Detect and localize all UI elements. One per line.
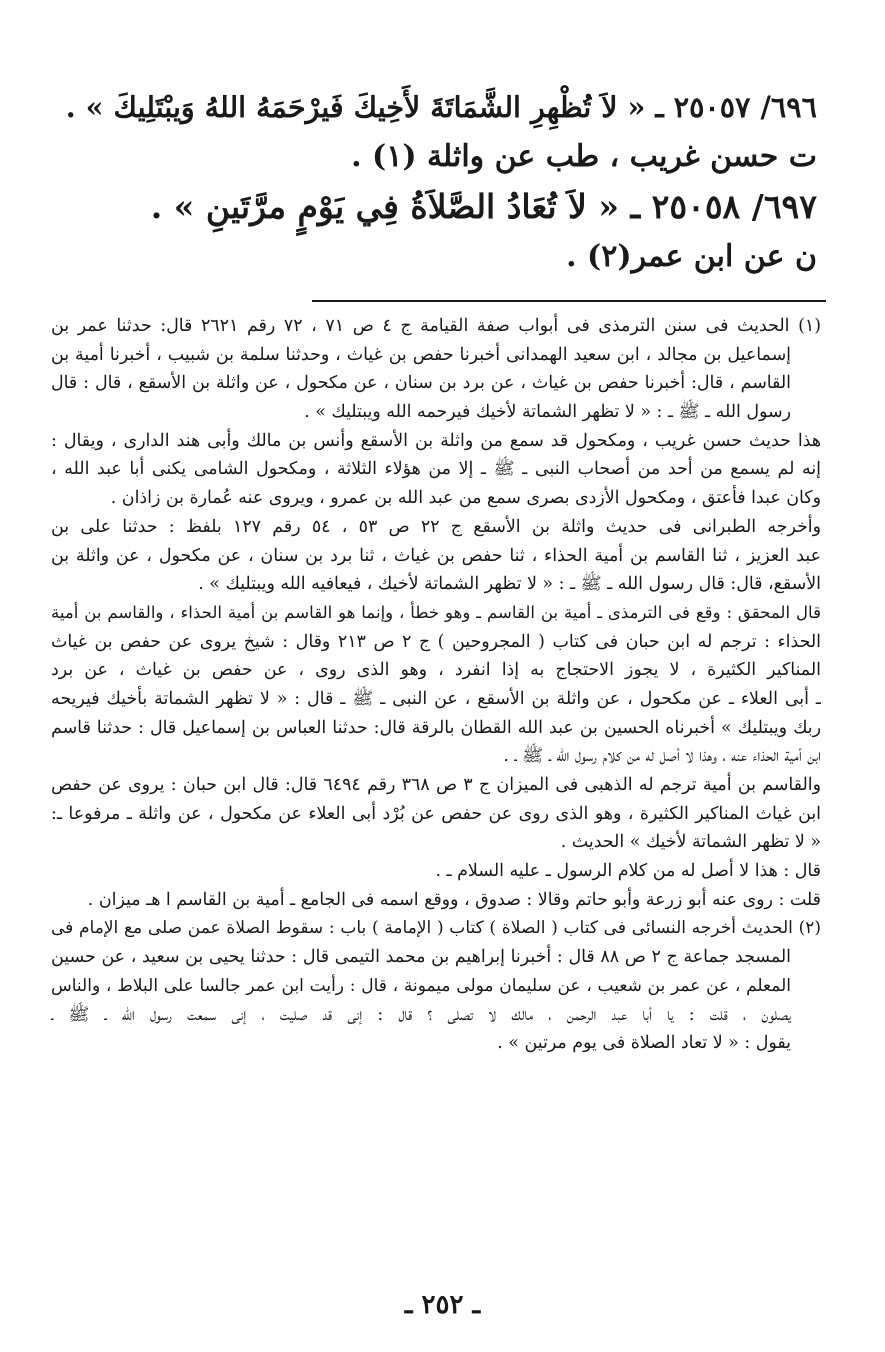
page-number: ـ ٢٥٢ ـ (404, 1290, 481, 1320)
footnote-line: المعلم ، عن عمر بن شعيب ، عن سليمان مولى ميمونة ، قال : رأيت ابن عمر جالسا على البلاط ، والناس (51, 975, 791, 996)
footnote-line: ابن أمية الحذاء عنه ، وهذا لا أصل له من كلام رسول الله ـ ﷺ ـ . (503, 746, 821, 767)
footnote-line: المناكير الكثيرة ، لا يجوز الاحتجاج به إذا انفرد ، وهو الذى روى ، عن حفص بن غياث ، عن برد (51, 660, 821, 681)
footnote-line: المسجد جماعة ج ٢ ص ٨٨ قال : أخبرنا إبراهيم بن محمد التيمى قال : حدثنا يحيى بن سعيد ، عن حسين (51, 947, 792, 968)
footnote-line: يصلون ، قلت : يا أبا عبد الرحمن ، مالك لا تصلى ؟ قال : إنى قد صليت ، إنى سمعت رسول الله ـ ﷺ ـ (51, 1004, 791, 1025)
footnote-line: « لا تظهر الشماتة لأخيك » الحديث . (560, 832, 821, 853)
footnote-line: قال المحقق : وقع فى الترمذى ـ أمية بن القاسم ـ وهو خطأ ، وإنما هو القاسم بن أمية الحذاء ، والقاسم بن أمية (51, 602, 821, 622)
footnote-line: ابن غياث المناكير الكثيرة ، وهو الذى روى عن حفص عن بُرْد أبى العلاء عن مكحول ، عن واثلة ـ مرفوعا ـ: (51, 803, 821, 824)
hadith-entry-696: ٦٩٦/ ٢٥٠٥٧ ـ « لاَ تُظْهِرِ الشَّمَاتَةَ لأَخِيكَ فَيرْحَمَهُ اللهُ وَيبْتَلِيكَ » . (65, 90, 817, 124)
footnote-line: الحذاء : ترجم له ابن حبان فى كتاب ( المجروحين ) ج ٢ ص ٢١٣ وقال : شيخ يروى عن حفص بن غياث (51, 631, 821, 652)
hadith-reference-697: ن عن ابن عمر(٢) . (566, 239, 817, 274)
footnote-line: هذا حديث حسن غريب ، ومكحول قد سمع من واثلة بن الأسقع وأنس بن مالك وأبى هند الدارى ، ويقال : (51, 430, 821, 451)
hadith-entries (57, 82, 817, 282)
footnote-line: ربك ويبتليك » أخبرناه الحسين بن عبد الله القطان بالرقة قال: حدثنا العباس بن إسماعيل قال : حدثنا قاسم (51, 717, 821, 738)
footnotes (51, 312, 821, 1058)
hadith-reference-696: ت حسن غريب ، طب عن واثلة (١) . (351, 139, 817, 174)
footnote-separator (312, 300, 826, 302)
footnote-line: رسول الله ـ ﷺ ـ : « لا تظهر الشماتة لأخيك فيرحمه الله ويبتليك » . (304, 402, 791, 423)
footnote-line: قال : هذا لا أصل له من كلام الرسول ـ عليه السلام ـ . (435, 861, 821, 882)
footnote-line: القاسم ، قال: أخبرنا حفص بن غياث ، عن برد بن سنان ، عن مكحول ، عن واثلة بن الأسقع ، قال : قال (51, 373, 791, 394)
footnote-line: إنه لم يسمع من أحد من أصحاب النبى ـ ﷺ ـ إلا من هؤلاء الثلاثة ، ومكحول الشامى يكنى أبا عبد الله ، (51, 459, 821, 480)
footnote-line: يقول : « لا تعاد الصلاة فى يوم مرتين » . (497, 1033, 791, 1054)
footnote-line: عبد العزيز ، ثنا القاسم بن أمية الحذاء ، ثنا حفص بن غياث ، ثنا برد بن سنان ، عن مكحول ، عن واثلة بن (51, 545, 821, 566)
footnote-line: والقاسم بن أمية ترجم له الذهبى فى الميزان ج ٣ ص ٣٦٨ رقم ٦٤٩٤ قال: قال ابن حبان : يروى عن حفص (51, 775, 821, 795)
footnote-line: وكان عبدا فأعتق ، ومكحول الأزدى بصرى سمع من عبد الله بن عمرو ، ويروى عنه عُمارة بن زاذان . (110, 488, 821, 509)
hadith-entry-697: ٦٩٧/ ٢٥٠٥٨ ـ « لاَ تُعَادُ الصَّلاَةُ فِي يَوْمٍ مرَّتَينِ » . (150, 187, 817, 226)
footnote-line: قلت : روى عنه أبو زرعة وأبو حاتم وقالا : صدوق ، ووقع اسمه فى الجامع ـ أمية بن القاسم ا هـ ميزان . (87, 889, 821, 910)
footnote-line: الأسقع، قال: قال رسول الله ـ ﷺ ـ : « لا تظهر الشماتة لأخيك ، فيعافيه الله ويبتليك » . (198, 574, 821, 595)
footnote-line: إسماعيل بن مجالد ، ابن سعيد الهمدانى أخبرنا حفص بن غياث ، وحدثنا سلمة بن شبيب ، أخبرنا أمية بن (51, 344, 791, 365)
footnote-line: (١) الحديث فى سنن الترمذى فى أبواب صفة القيامة ج ٤ ص ٧١ ، ٧٢ رقم ٢٦٢١ قال: حدثنا عمر بن (51, 316, 821, 336)
footnote-line: (٢) الحديث أخرجه النسائى فى كتاب ( الصلاة ) كتاب ( الإمامة ) باب : سقوط الصلاة عمن صلى مع الإمام فى (51, 918, 821, 939)
footnote-line: وأخرجه الطبرانى فى حديث واثلة بن الأسقع ج ٢٢ ص ٥٣ ، ٥٤ رقم ١٢٧ بلفظ : حدثنا على بن (51, 516, 821, 537)
footnote-line: ـ أبى العلاء ـ عن مكحول ، عن واثلة بن الأسقع ، عن النبى ـ ﷺ ـ قال : « لا تظهر الشماتة بأخيك فيريحه (51, 688, 821, 709)
